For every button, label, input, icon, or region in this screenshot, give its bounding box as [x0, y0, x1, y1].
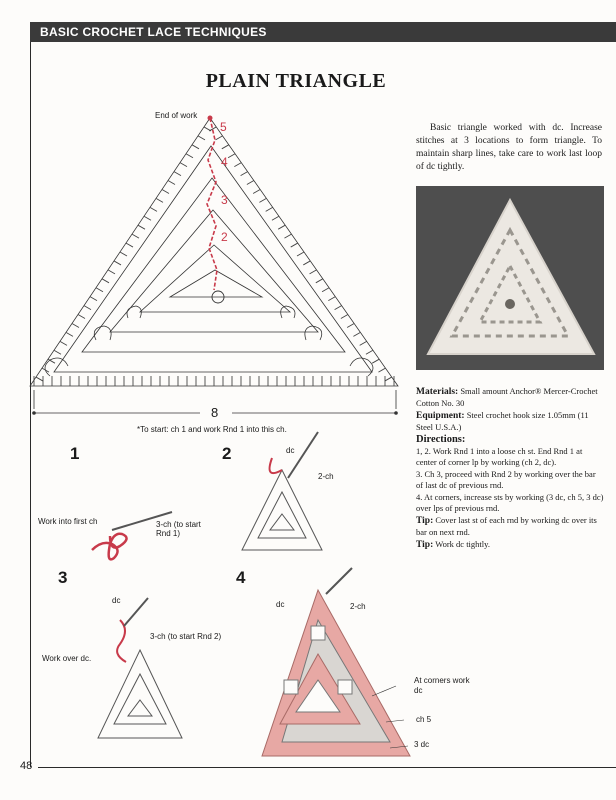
page-number: 48 — [20, 760, 33, 772]
step2-ch-label: 2-ch — [318, 472, 334, 481]
start-note: *To start: ch 1 and work Rnd 1 into this ch. — [137, 425, 287, 434]
tip-label: Tip: — [416, 516, 434, 526]
round-number-4: 4 — [221, 155, 228, 169]
corner-dc-label: dc — [414, 686, 423, 695]
step4-ch-label: 2-ch — [350, 602, 366, 611]
step1-work-label: Work into first ch — [38, 517, 98, 526]
direction-step: 3. Ch 3, proceed with Rnd 2 by working over the bar of last dc of previous rnd. — [416, 469, 596, 490]
round-number-3: 3 — [221, 193, 228, 207]
step-number-2: 2 — [222, 444, 232, 463]
tip-label: Tip: — [416, 540, 434, 550]
step3-work-label: Work over dc. — [42, 654, 92, 663]
intro-paragraph: Basic triangle worked with dc. Increase stitches at 3 locations to form triangle. To maintain sharp lines, take care to work last loop of dc tightly. — [416, 123, 602, 172]
step-number-1: 1 — [70, 444, 80, 463]
tip-text: Work dc tightly. — [435, 539, 490, 549]
step-number-3: 3 — [58, 568, 68, 587]
equipment-text: Steel crochet hook size 1.05mm (11 Steel U.S.A.) — [416, 410, 589, 432]
step1-ch-label: 3-ch (to start Rnd 1) — [156, 520, 201, 538]
step2-dc-label: dc — [286, 446, 295, 455]
materials-text: Small amount Anchor® Mercer-Crochet Cotton No. 30 — [416, 386, 598, 408]
corner-work-label: At corners work — [414, 676, 470, 685]
equipment-label: Equipment: — [416, 411, 465, 421]
step3-dc-label: dc — [112, 596, 121, 605]
step4-dc-label: dc — [276, 600, 285, 609]
tip-text: Cover last st of each rnd by working dc over its bar on next rnd. — [416, 515, 597, 537]
corner-3dc-label: 3 dc — [414, 740, 430, 749]
round-number-5: 5 — [220, 120, 227, 134]
corner-ch-label: ch 5 — [416, 715, 432, 724]
round-number-2: 2 — [221, 230, 228, 244]
step3-ch-label: 3-ch (to start Rnd 2) — [150, 632, 222, 641]
materials-label: Materials: — [416, 387, 459, 397]
section-title: BASIC CROCHET LACE TECHNIQUES — [40, 25, 267, 39]
width-mark: 8 — [211, 405, 219, 420]
step-number-4: 4 — [236, 568, 246, 587]
page-title: PLAIN TRIANGLE — [205, 70, 387, 92]
end-of-work-label: End of work — [155, 111, 198, 120]
direction-step: 4. At corners, increase sts by working (3 dc, ch 5, 3 dc) over lps of previous rnd. — [416, 492, 604, 513]
direction-step: 1, 2. Work Rnd 1 into a loose ch st. End Rnd 1 at center of corner lp by working (ch 2, dc). — [416, 446, 583, 467]
directions-heading: Directions: — [416, 434, 466, 445]
